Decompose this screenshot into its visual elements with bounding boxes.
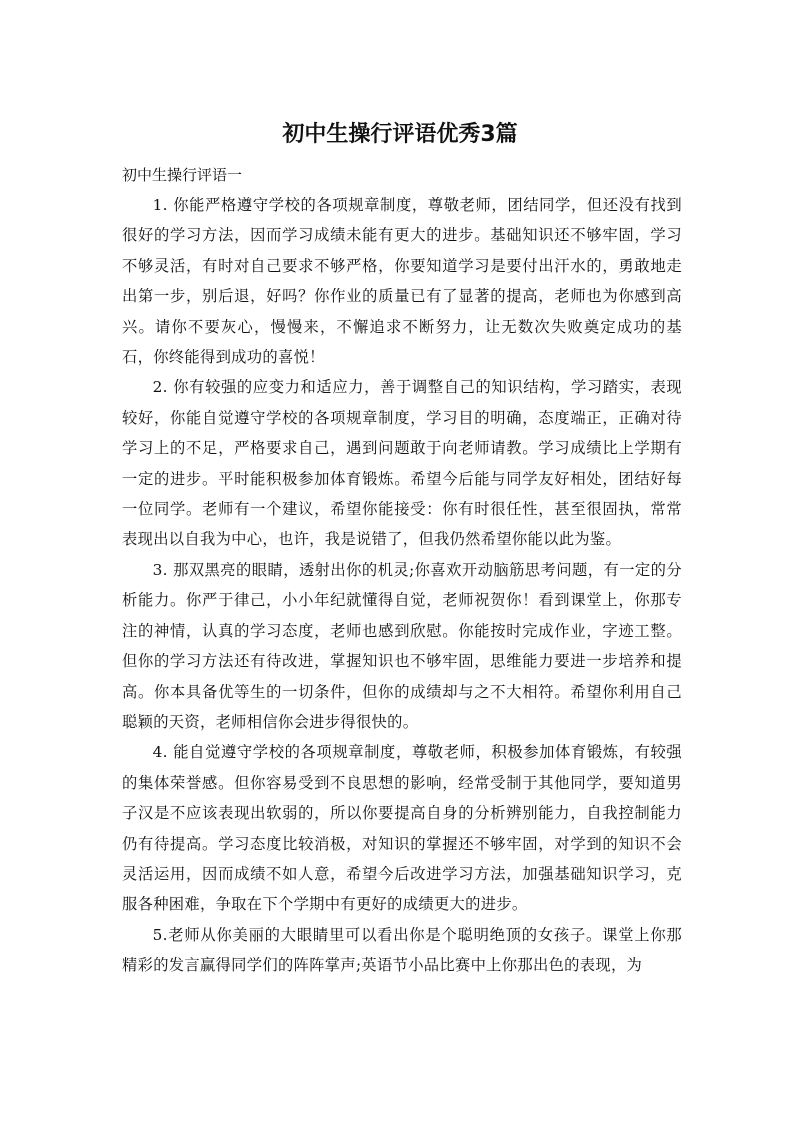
document-body bbox=[122, 190, 682, 981]
paragraph-5: 5.老师从你美丽的大眼睛里可以看出你是个聪明绝顶的女孩子。课堂上你那精彩的发言赢得同学们的阵阵掌声;英语节小品比赛中上你那出色的表现，为 bbox=[122, 925, 682, 975]
paragraph-2: 2. 你有较强的应变力和适应力，善于调整自己的知识结构，学习踏实，表现较好，你能自觉遵守学校的各项规章制度，学习目的明确，态度端正，正确对待学习上的不足，严格要求自己，遇到问题敢于向老师请教。学习成绩比上学期有一定的进步。平时能积极参加体育锻炼。希望今后能与同学友好相处，团结好每一位同学。老师有一个建议，希望你能接受：你有时很任性，甚至很固执，常常表现出以自我为中心，也许，我是说错了，但我仍然希望你能以此为鉴。 bbox=[122, 378, 682, 549]
paragraph-4: 4. 能自觉遵守学校的各项规章制度，尊敬老师，积极参加体育锻炼，有较强的集体荣誉感。但你容易受到不良思想的影响，经常受制于其他同学，要知道男子汉是不应该表现出软弱的，所以你要提高自身的分析辨别能力，自我控制能力仍有待提高。学习态度比较消极，对知识的掌握还不够牢固，对学到的知识不会灵活运用，因而成绩不如人意，希望今后改进学习方法，加强基础知识学习，克服各种困难，争取在下个学期中有更好的成绩更大的进步。 bbox=[122, 743, 682, 914]
paragraph-3: 3. 那双黑亮的眼睛，透射出你的机灵;你喜欢开动脑筋思考问题，有一定的分析能力。你严于律己，小小年纪就懂得自觉，老师祝贺你！看到课堂上，你那专注的神情，认真的学习态度，老师也感到欣慰。你能按时完成作业，字迹工整。但你的学习方法还有待改进，掌握知识也不够牢固，思维能力要进一步培养和提高。你本具备优等生的一切条件，但你的成绩却与之不大相符。希望你利用自己聪颖的天资，老师相信你会进步得很快的。 bbox=[122, 560, 682, 731]
document-title: 初中生操行评语优秀3篇 bbox=[282, 122, 518, 147]
paragraph-1: 1. 你能严格遵守学校的各项规章制度，尊敬老师，团结同学，但还没有找到很好的学习方法，因而学习成绩未能有更大的进步。基础知识还不够牢固，学习不够灵活，有时对自己要求不够严格，你要知道学习是要付出汗水的，勇敢地走出第一步，别后退，好吗？你作业的质量已有了显著的提高，老师也为你感到高兴。请你不要灰心，慢慢来，不懈追求不断努力，让无数次失败奠定成功的基石，你终能得到成功的喜悦！ bbox=[122, 196, 682, 367]
section-heading: 初中生操行评语一 bbox=[122, 166, 243, 184]
